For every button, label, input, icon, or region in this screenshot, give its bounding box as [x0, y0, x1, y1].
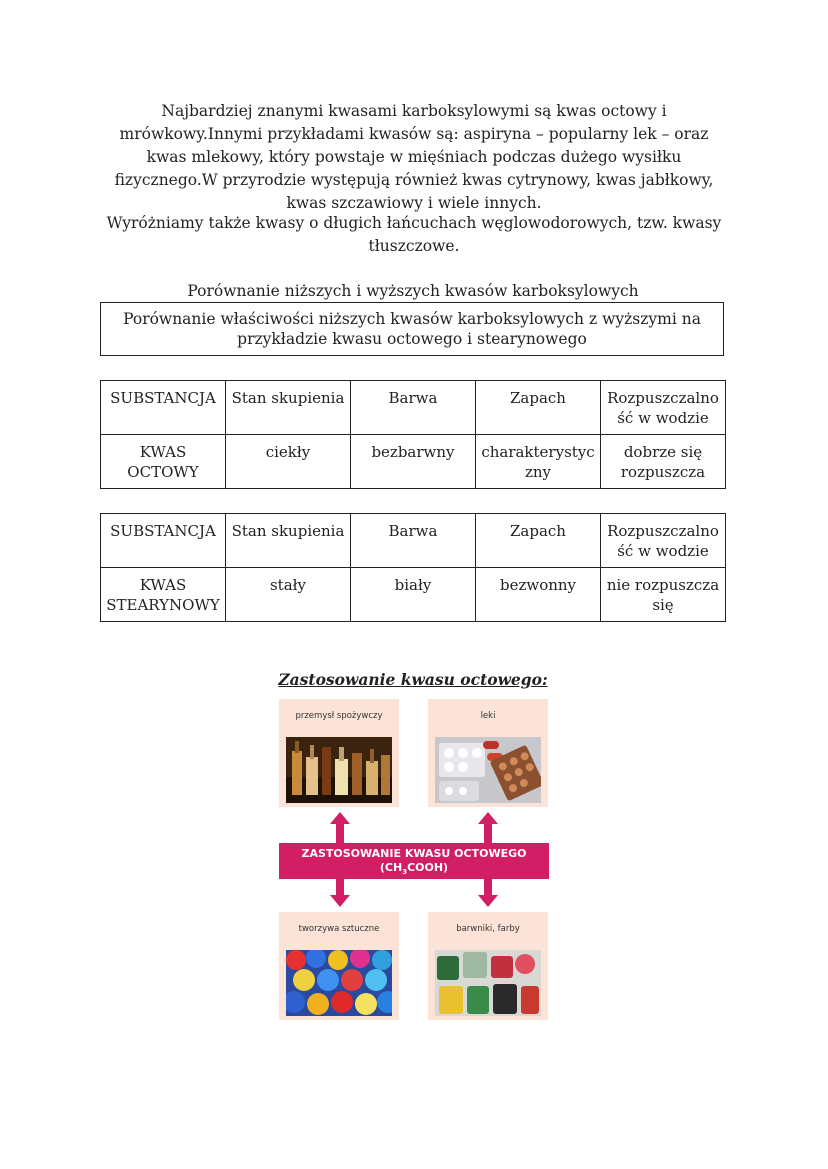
card-label: barwniki, farby: [456, 924, 520, 934]
pills-image: [435, 737, 541, 803]
comparison-box-text: Porównanie właściwości niższych kwasów karboksylowych z wyższymi na przykładzie kwasu octowego i stearynowego: [123, 310, 701, 348]
cell-solubility: dobrze się rozpuszcza: [601, 435, 726, 489]
table-stearic-acid: [100, 513, 726, 622]
banner-title: ZASTOSOWANIE KWASU OCTOWEGO: [301, 847, 527, 860]
banner-formula: $(CH_3COOH)$: [379, 861, 449, 877]
table-header-row: [101, 381, 726, 435]
table-acetic-acid: [100, 380, 726, 489]
cell-substance: KWAS OCTOWY: [101, 435, 226, 489]
arrow-up-right: [478, 812, 498, 844]
paint-jars-image: [435, 950, 541, 1016]
card-label: przemysł spożywczy: [295, 711, 383, 721]
applications-banner: [279, 843, 549, 879]
cell-state: ciekły: [226, 435, 351, 489]
cell-color: bezbarwny: [351, 435, 476, 489]
table-row: [101, 435, 726, 489]
card-plastics: [279, 912, 399, 1020]
arrow-down-left: [330, 879, 350, 907]
header-state: Stan skupienia: [226, 381, 351, 435]
header-substance: SUBSTANCJA: [101, 381, 226, 435]
header-state: Stan skupienia: [226, 514, 351, 568]
comparison-box: [100, 302, 724, 356]
card-label: leki: [480, 711, 496, 721]
table-row: [101, 568, 726, 622]
header-color: Barwa: [351, 514, 476, 568]
applications-heading: Zastosowanie kwasu octowego:: [278, 670, 548, 689]
header-solubility: Rozpuszczalność w wodzie: [601, 381, 726, 435]
card-label: tworzywa sztuczne: [298, 924, 380, 934]
comparison-caption: Porównanie niższych i wyższych kwasów karboksylowych: [187, 282, 639, 300]
card-food-industry: [279, 699, 399, 807]
card-dyes: [428, 912, 548, 1020]
bottles-image: [286, 737, 392, 803]
header-smell: Zapach: [476, 381, 601, 435]
plastic-cups-image: [286, 950, 392, 1016]
cell-state: stały: [226, 568, 351, 622]
header-solubility: Rozpuszczalność w wodzie: [601, 514, 726, 568]
arrow-down-right: [478, 879, 498, 907]
cell-substance: KWAS STEARYNOWY: [101, 568, 226, 622]
card-medicine: [428, 699, 548, 807]
header-color: Barwa: [351, 381, 476, 435]
cell-solubility: nie rozpuszcza się: [601, 568, 726, 622]
intro-paragraph-2: Wyróżniamy także kwasy o długich łańcuchach węglowodorowych, tzw. kwasy tłuszczowe.: [106, 214, 722, 255]
arrow-up-left: [330, 812, 350, 844]
cell-color: biały: [351, 568, 476, 622]
cell-smell: charakterystyczny: [476, 435, 601, 489]
table-header-row: [101, 514, 726, 568]
intro-paragraph-1: Najbardziej znanymi kwasami karboksylowymi są kwas octowy i mrówkowy.Innymi przykładami kwasów są: aspiryna – popularny lek – oraz kwas mlekowy, który powstaje w mięśniach podczas dużego wysiłku fizycznego.W przyrodzie występują również kwas cytrynowy, kwas jabłkowy, kwas szczawiowy i wiele innych.: [114, 102, 714, 212]
cell-smell: bezwonny: [476, 568, 601, 622]
header-substance: SUBSTANCJA: [101, 514, 226, 568]
header-smell: Zapach: [476, 514, 601, 568]
